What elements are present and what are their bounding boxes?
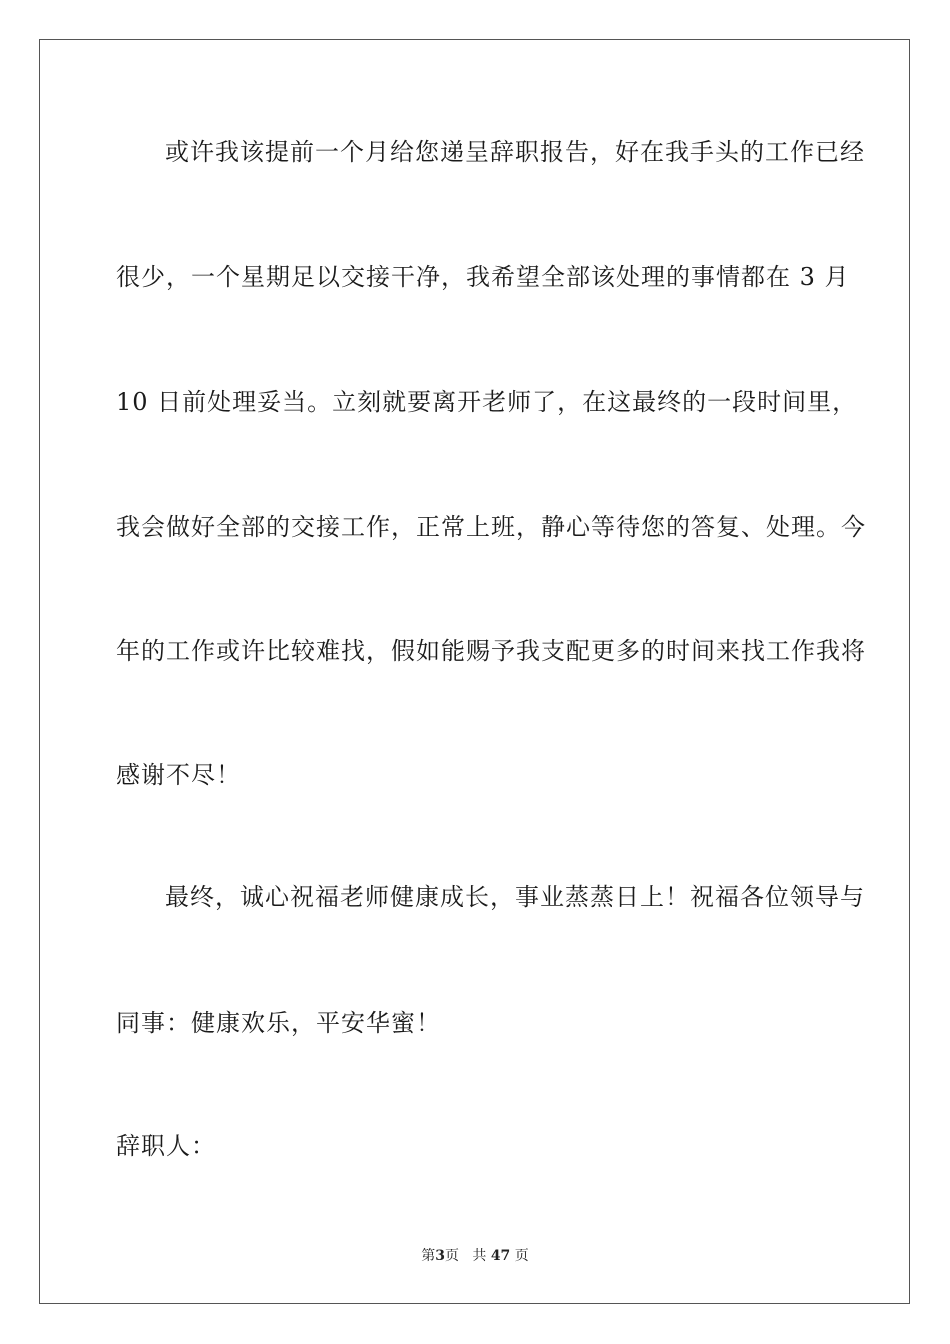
total-pages: 47	[490, 1248, 511, 1264]
paragraph-line: 或许我该提前一个月给您递呈辞职报告，好在我手头的工作已经	[165, 138, 865, 166]
paragraph-line: 我会做好全部的交接工作，正常上班，静心等待您的答复、处理。今	[116, 513, 866, 541]
signature-label: 辞职人：	[116, 1132, 216, 1160]
page-frame	[39, 39, 910, 1304]
page-prefix: 第	[421, 1248, 436, 1264]
page-footer	[0, 1246, 950, 1266]
page-number: 3	[435, 1248, 445, 1264]
paragraph-line: 很少，一个星期足以交接干净，我希望全部该处理的事情都在 3 月	[116, 263, 850, 291]
paragraph-line: 10 日前处理妥当。立刻就要离开老师了，在这最终的一段时间里，	[116, 388, 858, 416]
paragraph-line: 最终，诚心祝福老师健康成长，事业蒸蒸日上！祝福各位领导与	[165, 883, 865, 911]
paragraph-line: 感谢不尽！	[116, 761, 241, 789]
total-suffix: 页	[514, 1248, 529, 1264]
paragraph-line: 年的工作或许比较难找，假如能赐予我支配更多的时间来找工作我将	[116, 637, 866, 665]
page-suffix: 页	[445, 1248, 459, 1264]
total-prefix: 共	[472, 1248, 487, 1264]
paragraph-line: 同事：健康欢乐，平安华蜜！	[116, 1009, 441, 1037]
